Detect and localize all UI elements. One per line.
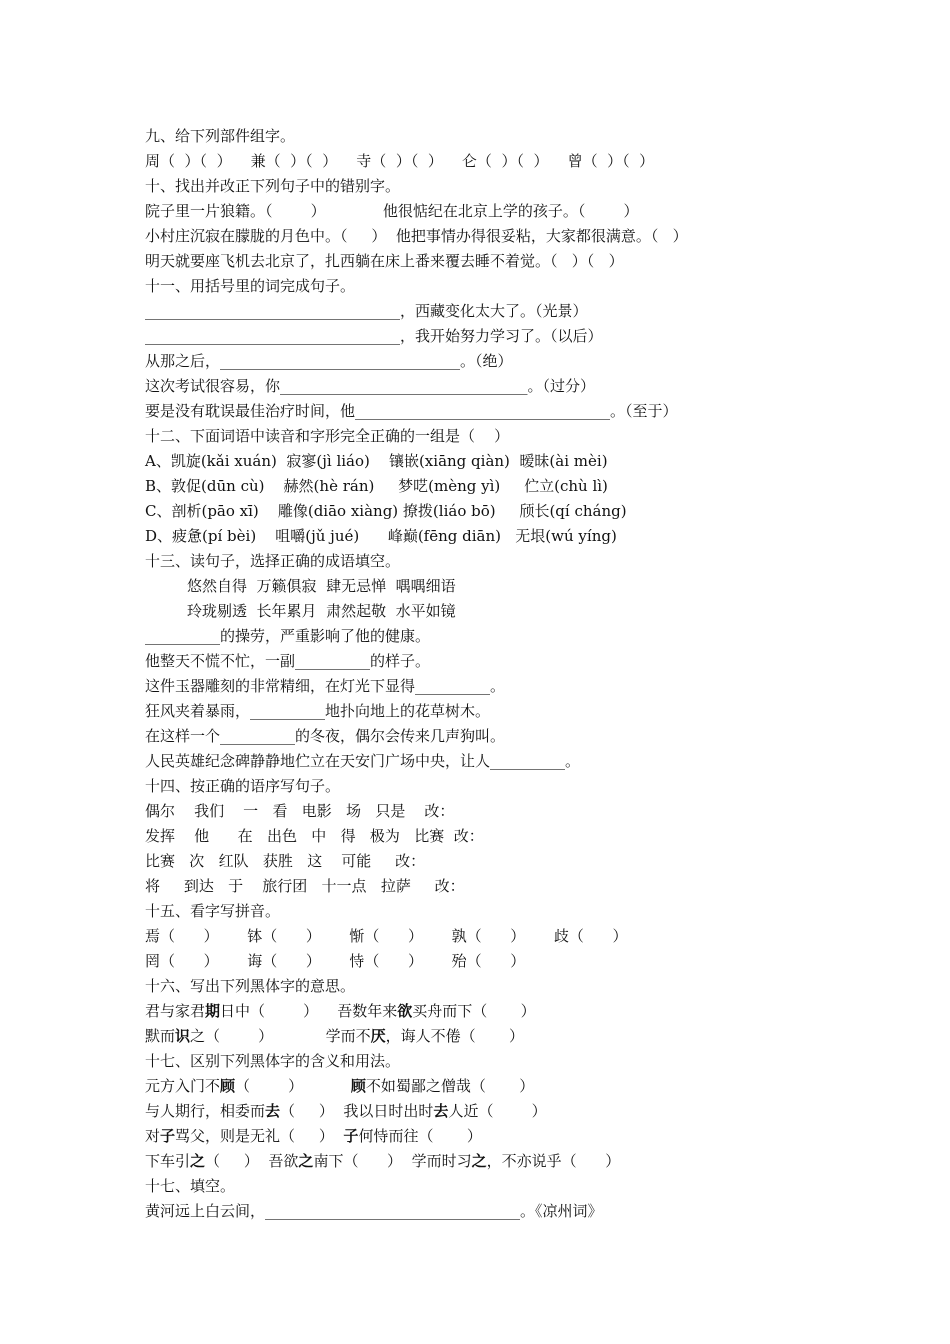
question-line: 在这样一个__________的冬夜，偶尔会传来几声狗叫。 bbox=[145, 727, 506, 745]
question-line: 对子骂父，则是无礼（ ） 子何恃而往（ ） bbox=[145, 1127, 482, 1145]
section-13-heading: 十三、读句子，选择正确的成语填空。 bbox=[145, 552, 401, 570]
question-line: 院子里一片狼籍。（ ） 他很惦纪在北京上学的孩子。（ ） bbox=[145, 202, 639, 220]
section-9-heading: 九、给下列部件组字。 bbox=[145, 127, 296, 145]
section-10-heading: 十、找出并改正下列句子中的错别字。 bbox=[145, 177, 401, 195]
question-line: __________________________________，西藏变化太大了。（光景） bbox=[145, 302, 588, 320]
option-c: C、剖析(pāo xī) 雕像(diāo xiàng) 撩拨(liáo bō) 颀长(qí cháng) bbox=[145, 502, 627, 520]
question-line: __________________________________，我开始努力学习了。（以后） bbox=[145, 327, 603, 345]
question-line: 发挥 他 在 出色 中 得 极为 比赛 改： bbox=[145, 827, 484, 845]
idiom-list-2: 玲珑剔透 长年累月 肃然起敬 水平如镜 bbox=[187, 602, 456, 620]
option-d: D、疲惫(pí bèi) 咀嚼(jǔ jué) 峰巅(fēng diān) 无垠(wú yíng) bbox=[145, 527, 617, 545]
option-b: B、敦促(dūn cù) 赫然(hè rán) 梦呓(mèng yì) 伫立(chù lì) bbox=[145, 477, 608, 495]
question-line: 这件玉器雕刻的非常精细，在灯光下显得__________。 bbox=[145, 677, 506, 695]
question-line: 明天就要座飞机去北京了，扎西躺在床上番来覆去睡不着觉。（ ）（ ） bbox=[145, 252, 624, 270]
section-17-heading: 十七、区别下列黑体字的含义和用法。 bbox=[145, 1052, 401, 1070]
idiom-list-1: 悠然自得 万籁俱寂 肆无忌惮 喁喁细语 bbox=[187, 577, 456, 595]
section-15-heading: 十五、看字写拼音。 bbox=[145, 902, 281, 920]
section-12-heading: 十二、下面词语中读音和字形完全正确的一组是（ ） bbox=[145, 427, 510, 445]
question-line: 小村庄沉寂在朦胧的月色中。（ ） 他把事情办得很妥粘，大家都很满意。（ ） bbox=[145, 227, 688, 245]
section-fill-heading: 十七、填空。 bbox=[145, 1177, 236, 1195]
question-line: 要是没有耽误最佳治疗时间，他__________________________________。（至于） bbox=[145, 402, 678, 420]
question-line: 默而识之（ ） 学而不厌，诲人不倦（ ） bbox=[145, 1027, 525, 1045]
question-line: __________的操劳，严重影响了他的健康。 bbox=[145, 627, 431, 645]
question-line: 狂风夹着暴雨，__________地扑向地上的花草树木。 bbox=[145, 702, 491, 720]
question-line: 周（ ）（ ） 兼（ ）（ ） 寺（ ）（ ） 仑（ ）（ ） 曾（ ）（ ） bbox=[145, 152, 655, 170]
question-line: 君与家君期日中（ ） 吾数年来欲买舟而下（ ） bbox=[145, 1002, 536, 1020]
section-16-heading: 十六、写出下列黑体字的意思。 bbox=[145, 977, 356, 995]
question-line: 偶尔 我们 一 看 电影 场 只是 改： bbox=[145, 802, 455, 820]
option-a: A、凯旋(kǎi xuán) 寂寥(jì liáo) 镶嵌(xiāng qiàn) 暧昧(ài mèi) bbox=[145, 452, 608, 470]
question-line: 这次考试很容易，你_________________________________。（过分） bbox=[145, 377, 596, 395]
question-line: 人民英雄纪念碑静静地伫立在天安门广场中央，让人__________。 bbox=[145, 752, 581, 770]
section-11-heading: 十一、用括号里的词完成句子。 bbox=[145, 277, 356, 295]
question-line: 将 到达 于 旅行团 十一点 拉萨 改： bbox=[145, 877, 465, 895]
question-line: 比赛 次 红队 获胜 这 可能 改： bbox=[145, 852, 426, 870]
section-14-heading: 十四、按正确的语序写句子。 bbox=[145, 777, 341, 795]
question-line: 罔（ ） 诲（ ） 恃（ ） 殆（ ） bbox=[145, 952, 526, 970]
question-line: 下车引之（ ） 吾欲之南下（ ） 学而时习之，不亦说乎（ ） bbox=[145, 1152, 621, 1170]
question-line: 他整天不慌不忙，一副__________的样子。 bbox=[145, 652, 431, 670]
question-line: 黄河远上白云间，__________________________________。《凉州词》 bbox=[145, 1202, 603, 1220]
question-line: 焉（ ） 钵（ ） 惭（ ） 孰（ ） 歧（ ） bbox=[145, 927, 628, 945]
question-line: 与人期行，相委而去（ ） 我以日时出时去人近（ ） bbox=[145, 1102, 547, 1120]
question-line: 从那之后，________________________________。（绝） bbox=[145, 352, 513, 370]
question-line: 元方入门不顾（ ） 顾不如蜀鄙之僧哉（ ） bbox=[145, 1077, 535, 1095]
